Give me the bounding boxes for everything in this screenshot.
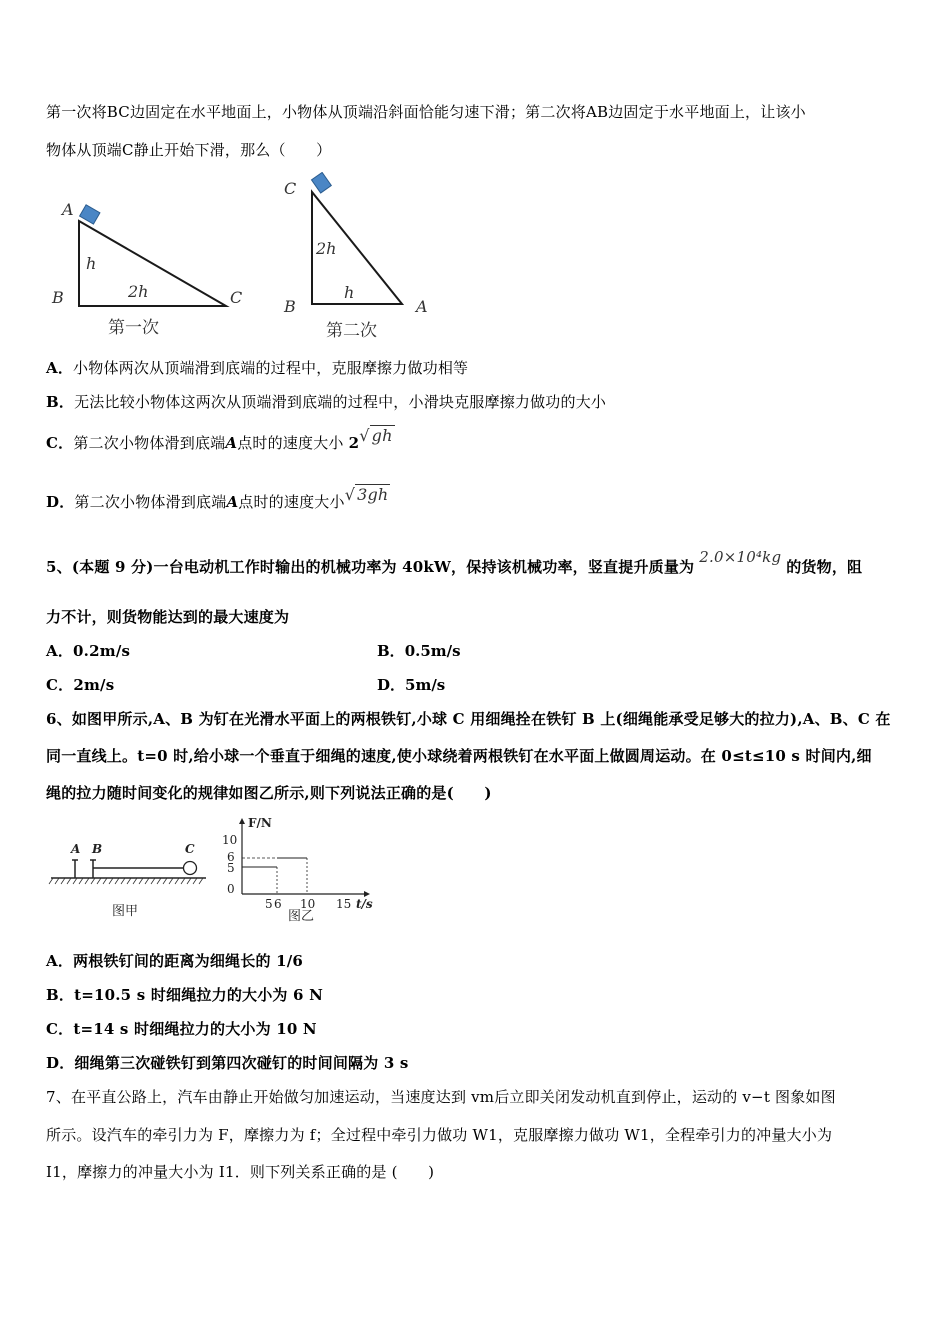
q5-option-b-text: 0.5m/s bbox=[404, 642, 461, 660]
q4-option-c-sqrt: √ gh bbox=[359, 426, 393, 445]
svg-text:10: 10 bbox=[300, 897, 316, 911]
q4-option-c-text2: 点时的速度大小 bbox=[237, 434, 344, 452]
svg-text:6: 6 bbox=[274, 897, 282, 911]
q7-stem-line2: 所示。设汽车的牵引力为 F，摩擦力为 f；全过程中牵引力做功 W1，克服摩擦力做功 W1，全程牵引力的冲量大小为 bbox=[46, 1126, 833, 1144]
q6-option-b: B．t=10.5 s 时细绳拉力的大小为 6 N bbox=[46, 986, 324, 1004]
q6-option-a: A．两根铁钉间的距离为细绳长的 1/6 bbox=[46, 952, 304, 970]
label-A: A bbox=[62, 200, 74, 219]
q5-option-b: B．0.5m/s bbox=[377, 642, 461, 660]
label-B2: B bbox=[284, 297, 296, 316]
svg-text:C: C bbox=[185, 842, 195, 856]
q4-stem-line2: 物体从顶端C静止开始下滑，那么（ ） bbox=[46, 141, 332, 159]
svg-text:10: 10 bbox=[222, 833, 238, 847]
q5-mass: 2.0×10⁴kg bbox=[699, 548, 782, 566]
svg-text:6: 6 bbox=[227, 850, 235, 864]
label-C2: C bbox=[284, 179, 297, 198]
q6-option-b-text: t=10.5 s 时细绳拉力的大小为 6 N bbox=[74, 986, 324, 1004]
q5-option-a: A．0.2m/s bbox=[46, 642, 131, 660]
q4-option-a-text: 小物体两次从顶端滑到底端的过程中，克服摩擦力做功相等 bbox=[73, 359, 469, 377]
block-2 bbox=[311, 172, 331, 193]
q6-option-d: D．细绳第三次碰铁钉到第四次碰钉的时间间隔为 3 s bbox=[46, 1054, 409, 1072]
caption-second: 第二次 bbox=[326, 321, 377, 341]
label-C: C bbox=[230, 288, 243, 307]
q4-option-a: A．小物体两次从顶端滑到底端的过程中，克服摩擦力做功相等 bbox=[46, 359, 469, 377]
triangle-1 bbox=[79, 221, 226, 306]
q4-figure-first bbox=[46, 195, 266, 343]
svg-text:15: 15 bbox=[336, 897, 352, 911]
q4-option-d-text2: 点时的速度大小 bbox=[238, 493, 345, 511]
svg-text:5: 5 bbox=[227, 861, 235, 875]
label-B: B bbox=[52, 288, 64, 307]
q5-option-c: C．2m/s bbox=[46, 676, 115, 694]
svg-text:0: 0 bbox=[227, 882, 235, 896]
q6-stem-line1: 6、如图甲所示,A、B 为钉在光滑水平面上的两根铁钉,小球 C 用细绳拴在铁钉 B 上(细绳能承受足够大的拉力),A、B、C 在 bbox=[46, 710, 891, 728]
q4-stem-line1: 第一次将BC边固定在水平地面上，小物体从顶端沿斜面恰能匀速下滑；第二次将AB边固定于水平地面上，让该小 bbox=[46, 103, 806, 121]
svg-text:图甲: 图甲 bbox=[112, 904, 139, 919]
q4-option-c: C．第二次小物体滑到底端A点时的速度大小 2√ gh bbox=[46, 426, 393, 452]
q4-option-d-text: 第二次小物体滑到底端 bbox=[74, 493, 227, 511]
caption-first: 第一次 bbox=[108, 318, 159, 338]
q4-option-c-var: A bbox=[225, 434, 238, 452]
q5-option-c-text: 2m/s bbox=[73, 676, 115, 694]
q6-option-c-text: t=14 s 时细绳拉力的大小为 10 N bbox=[73, 1020, 317, 1038]
q5-option-d: D．5m/s bbox=[377, 676, 446, 694]
q5-stem-part2: 的货物，阻 bbox=[786, 558, 863, 576]
svg-text:A: A bbox=[71, 842, 81, 856]
q5-stem-part1: 5、(本题 9 分)一台电动机工作时输出的机械功率为 40kW，保持该机械功率，竖直提升质量为 bbox=[46, 558, 695, 576]
label-A2: A bbox=[416, 297, 428, 316]
block-1 bbox=[80, 205, 100, 224]
svg-text:B: B bbox=[92, 842, 103, 856]
q7-stem-line3: I1，摩擦力的冲量大小为 I1．则下列关系正确的是 ( ) bbox=[46, 1163, 435, 1181]
svg-text:图乙: 图乙 bbox=[288, 909, 315, 922]
q5-option-a-text: 0.2m/s bbox=[73, 642, 131, 660]
svg-text:t/s: t/s bbox=[356, 897, 373, 911]
q4-option-d: D．第二次小物体滑到底端A点时的速度大小√ 3gh bbox=[46, 485, 389, 511]
q4-option-c-text: 第二次小物体滑到底端 bbox=[73, 434, 226, 452]
q6-option-c: C．t=14 s 时细绳拉力的大小为 10 N bbox=[46, 1020, 317, 1038]
svg-text:F/N: F/N bbox=[248, 816, 272, 830]
q5-option-d-text: 5m/s bbox=[405, 676, 446, 694]
q4-option-c-coef: 2 bbox=[348, 434, 360, 452]
q4-option-d-var: A bbox=[226, 493, 239, 511]
q7-stem-line1: 7、在平直公路上，汽车由静止开始做匀加速运动，当速度达到 vm后立即关闭发动机直到停止，运动的 v−t 图象如图 bbox=[46, 1088, 836, 1106]
q4-figure-second bbox=[280, 172, 440, 344]
q4-option-c-radicand: gh bbox=[371, 426, 393, 445]
q4-option-b-text: 无法比较小物体这两次从顶端滑到底端的过程中，小滑块克服摩擦力做功的大小 bbox=[74, 393, 607, 411]
label-2h: 2h bbox=[128, 282, 149, 301]
q6-figure-yi bbox=[214, 814, 384, 922]
ball-c bbox=[184, 862, 197, 875]
q6-option-a-text: 两根铁钉间的距离为细绳长的 1/6 bbox=[73, 952, 304, 970]
label-h-2: h bbox=[344, 283, 355, 302]
q4-option-d-sqrt: √ 3gh bbox=[344, 485, 389, 504]
label-h: h bbox=[86, 254, 97, 273]
q6-figure-jia bbox=[48, 838, 213, 920]
q6-stem-line3: 绳的拉力随时间变化的规律如图乙所示,则下列说法正确的是( ) bbox=[46, 784, 492, 802]
q5-stem-line2: 力不计，则货物能达到的最大速度为 bbox=[46, 608, 290, 626]
q6-stem-line2: 同一直线上。t=0 时,给小球一个垂直于细绳的速度,使小球绕着两根铁钉在水平面上做圆周运动。在 0≤t≤10 s 时间内,细 bbox=[46, 747, 872, 765]
q4-option-d-radicand: 3gh bbox=[357, 485, 389, 504]
q5-stem-line1 bbox=[46, 548, 863, 577]
q4-option-b: B．无法比较小物体这两次从顶端滑到底端的过程中，小滑块克服摩擦力做功的大小 bbox=[46, 393, 607, 411]
q6-option-d-text: 细绳第三次碰铁钉到第四次碰钉的时间间隔为 3 s bbox=[74, 1054, 409, 1072]
svg-text:5: 5 bbox=[265, 897, 273, 911]
label-2h-2: 2h bbox=[316, 239, 337, 258]
